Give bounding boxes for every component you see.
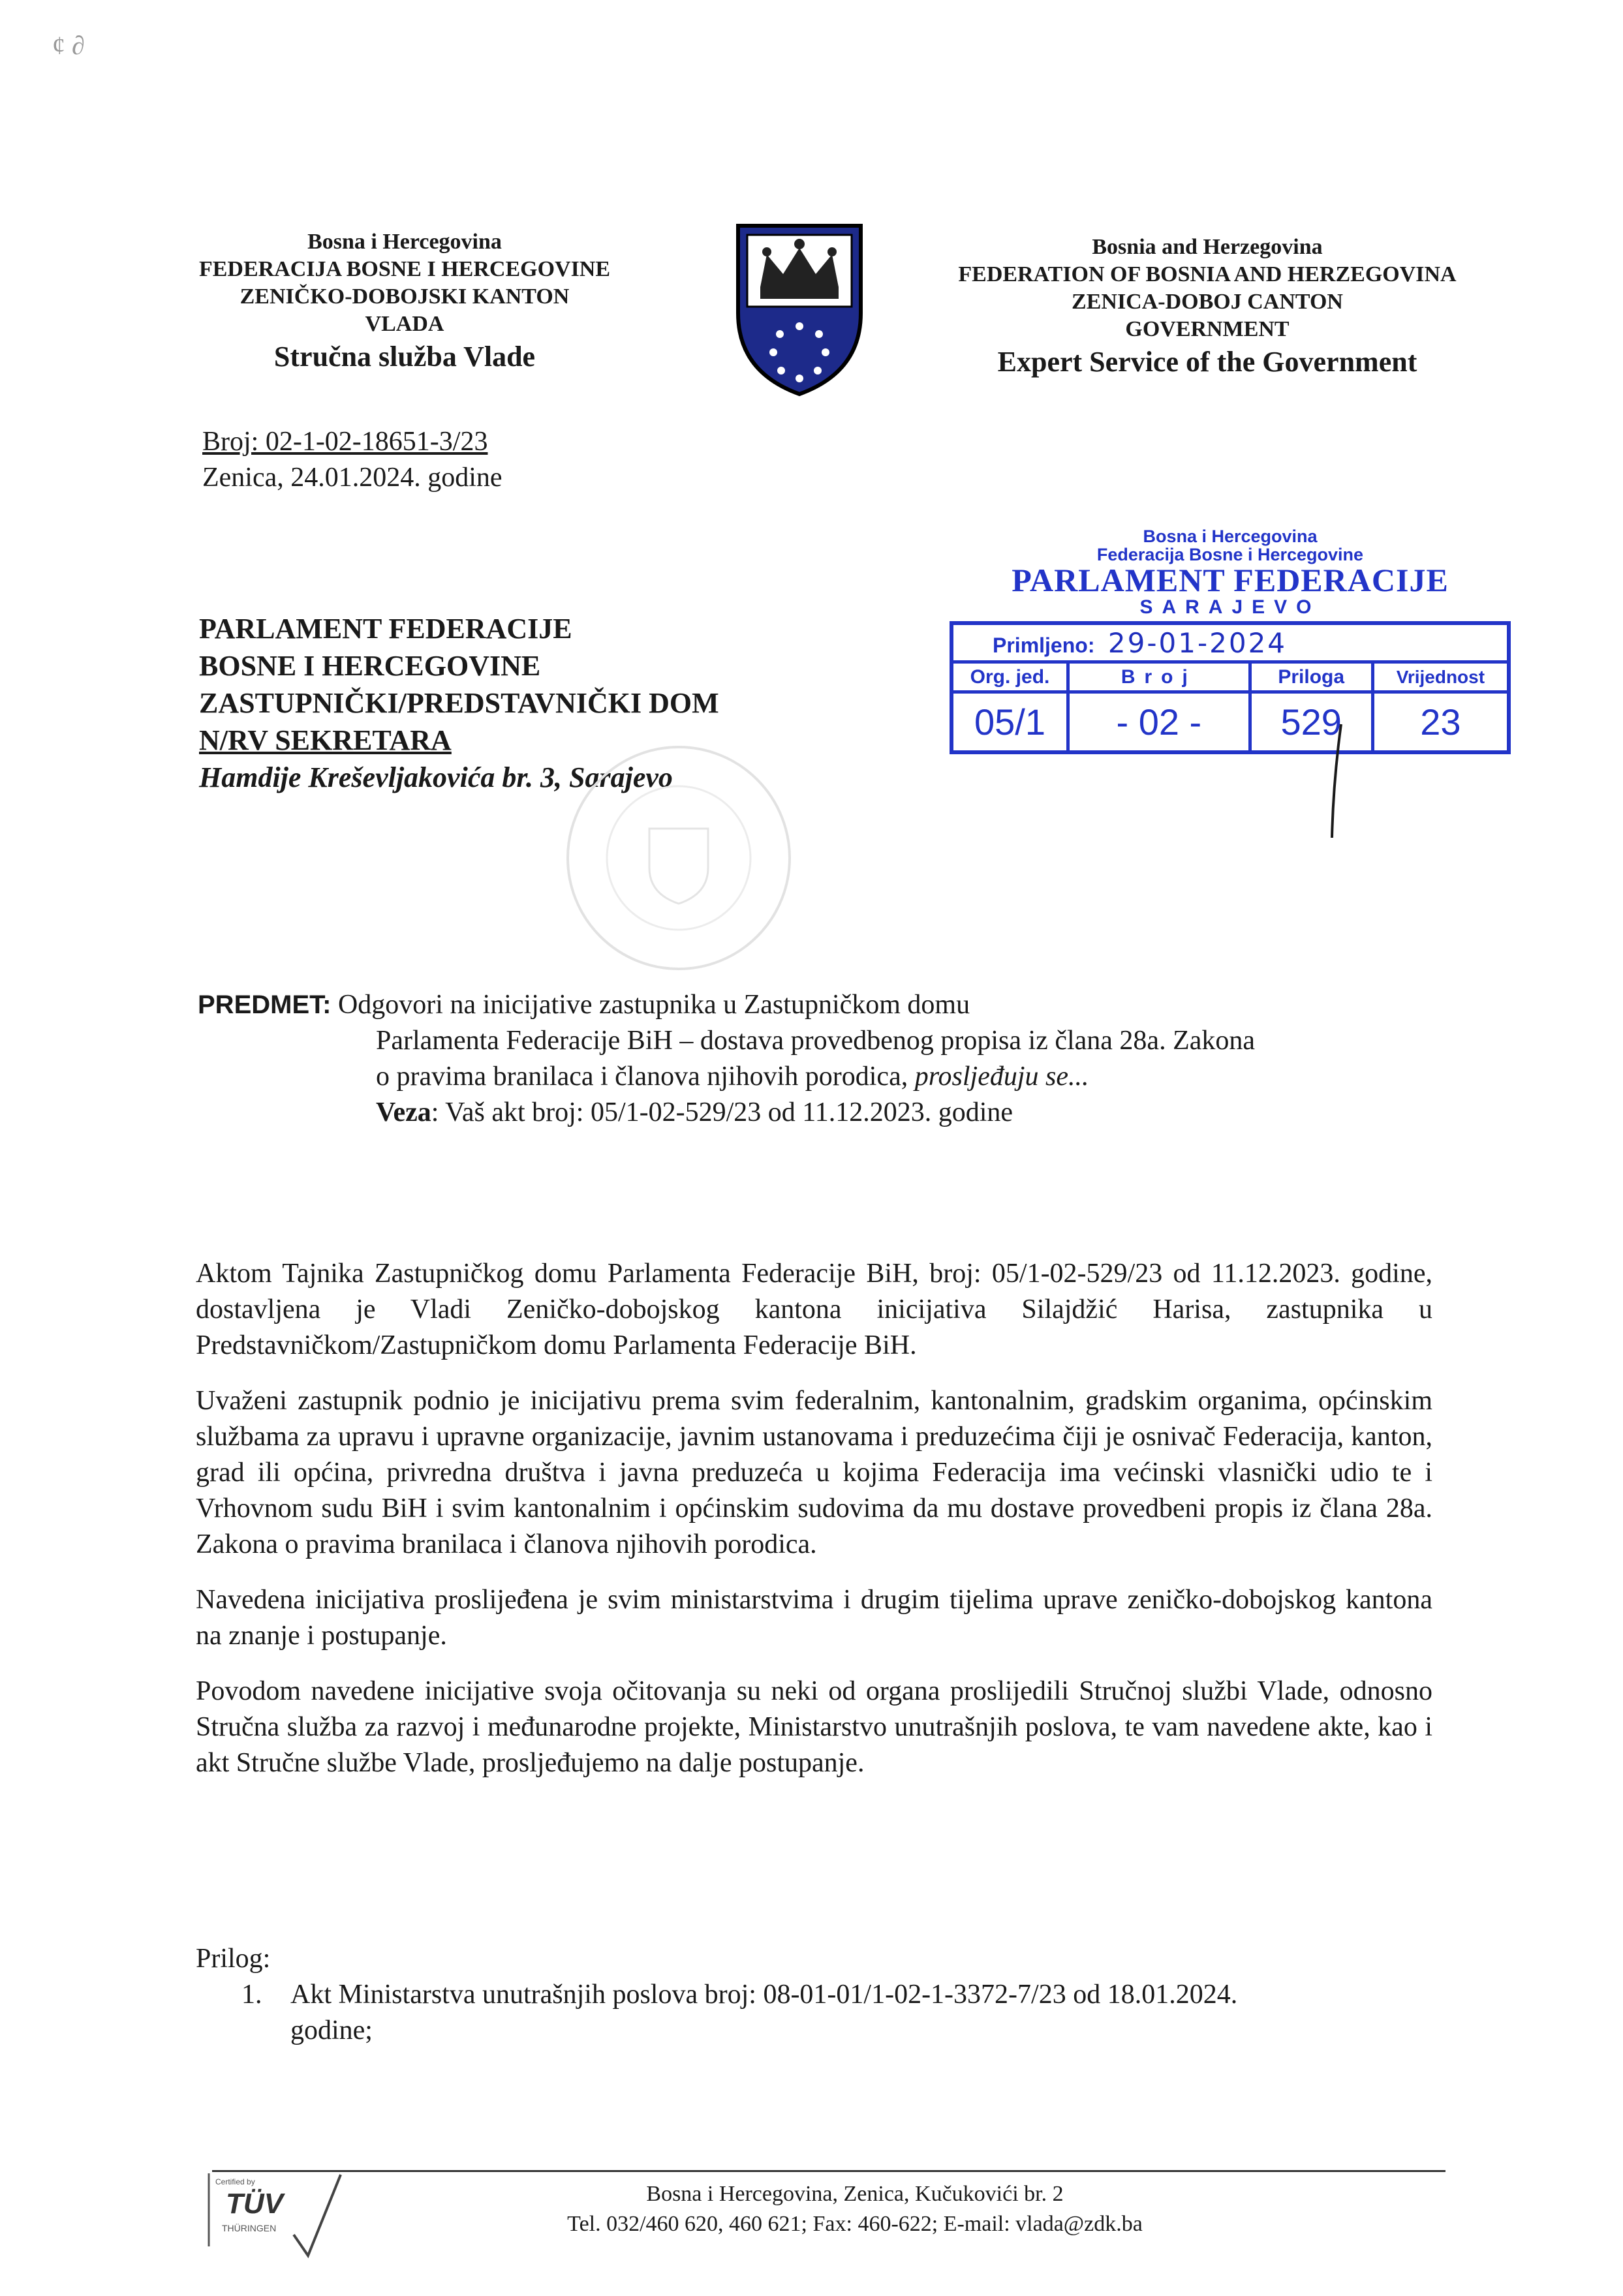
stamp-val-org: 05/1 xyxy=(951,692,1068,752)
tuv-cert-top: Certified by xyxy=(215,2177,255,2186)
attachment-line2: godine; xyxy=(290,2015,373,2045)
stamp-line4: SARAJEVO xyxy=(1139,596,1321,618)
stamp-col-org: Org. jed. xyxy=(951,662,1068,692)
margin-marks-text: ¢ ∂ xyxy=(52,31,85,60)
footer-contact: Tel. 032/460 620, 460 621; Fax: 460-622; E-mail: vlada@zdk.ba xyxy=(567,2212,1143,2236)
subject-line1: Odgovori na inicijative zastupnika u Zastupničkom domu xyxy=(337,990,970,1020)
coat-of-arms-icon xyxy=(734,222,865,398)
stamp-col-priloga: Priloga xyxy=(1250,662,1372,692)
stamp-col-vrijednost: Vrijednost xyxy=(1372,662,1509,692)
stamp-line3: PARLAMENT FEDERACIJE xyxy=(1012,562,1449,598)
footer-rule xyxy=(212,2170,1445,2172)
reference-number: Broj: 02-1-02-18651-3/23 xyxy=(202,427,488,457)
subject-line3: o pravima branilaca i članova njihovih porodica, xyxy=(376,1062,915,1092)
recipient-line1: PARLAMENT FEDERACIJE xyxy=(199,613,572,645)
stamp-line1: Bosna i Hercegovina xyxy=(1143,527,1318,546)
attachment-line1: Akt Ministarstva unutrašnjih poslova broj: 08-01-01/1-02-1-3372-7/23 od 18.01.2024. xyxy=(290,1980,1238,2010)
recipient-address: Hamdije Kreševljakovića br. 3, Sarajevo xyxy=(199,761,673,793)
footer-address: Bosna i Hercegovina, Zenica, Kučukovići br. 2 xyxy=(646,2182,1064,2206)
veza-label: Veza xyxy=(376,1097,431,1127)
reference-block xyxy=(202,424,724,496)
footer-text xyxy=(365,2179,1344,2239)
header-left xyxy=(150,228,659,376)
recipient-line2: BOSNE I HERCEGOVINE xyxy=(199,650,541,682)
recipient-line4: N/RV SEKRETARA xyxy=(199,724,452,756)
header-left-canton: ZENIČKO-DOBOJSKI KANTON xyxy=(240,284,570,309)
attachments-block xyxy=(196,1941,1436,2049)
stamp-val-priloga: 529 xyxy=(1250,692,1372,752)
header-right-body: GOVERNMENT xyxy=(1125,317,1290,341)
tuv-name: TÜV xyxy=(226,2188,283,2220)
body-paragraph-2: Uvaženi zastupnik podnio je inicijativu prema svim federalnim, kantonalnim, gradskim organima, općinskim službama za upravu i upravne organizacije, javnim ustanovama i preduzećima čiji je osnivač Federacija, kanton, grad ili općina, privredna društva i javna preduzeća u kojima Federacija ima većinski vlasnički udio te i Vrhovnom sudu BiH i svim kantonalnim i općinskim sudovima da mu dostave provedbeni propis iz člana 28a. Zakona o pravima branilaca i članova njihovih porodica. xyxy=(196,1386,1432,1559)
header-left-service: Stručna služba Vlade xyxy=(273,341,536,373)
stamp-table xyxy=(950,621,1511,754)
stamp-val-broj: - 02 - xyxy=(1068,692,1250,752)
subject-line2: Parlamenta Federacije BiH – dostava provedbenog propisa iz člana 28a. Zakona xyxy=(376,1026,1256,1056)
veza-text: : Vaš akt broj: 05/1-02-529/23 od 11.12.2023. godine xyxy=(431,1097,1013,1127)
header-right-country: Bosnia and Herzegovina xyxy=(1092,235,1323,259)
margin-marks xyxy=(52,26,124,65)
header-right-federation: FEDERATION OF BOSNIA AND HERZEGOVINA xyxy=(958,262,1457,286)
tuv-sub: THÜRINGEN xyxy=(222,2223,277,2233)
attachment-item xyxy=(196,1977,1436,2049)
stamp-line2: Federacija Bosne i Hercegovine xyxy=(1096,545,1364,564)
subject-block xyxy=(198,987,1438,1131)
attachments-label: Prilog: xyxy=(196,1944,271,1974)
seal-watermark xyxy=(496,737,861,979)
stamp-col-broj: Broj xyxy=(1068,662,1250,692)
subject-label: PREDMET: xyxy=(198,990,332,1019)
header-left-country: Bosna i Hercegovina xyxy=(307,230,502,254)
subject-line3-italic: prosljeđuju se... xyxy=(914,1062,1089,1092)
body-paragraph-3: Navedena inicijativa proslijeđena je svim ministarstvima i drugim tijelima uprave zeničko-dobojskog kantona na znanje i postupanje. xyxy=(196,1585,1432,1651)
stamp-received-date: 29-01-2024 xyxy=(1107,626,1288,659)
recipient-line3: ZASTUPNIČKI/PREDSTAVNIČKI DOM xyxy=(199,687,719,719)
stamp-pen-stroke xyxy=(1315,723,1354,840)
attachment-number: 1. xyxy=(241,1980,262,2010)
body-paragraph-1: Aktom Tajnika Zastupničkog domu Parlamenta Federacije BiH, broj: 05/1-02-529/23 od 11.12.2023. godine, dostavljena je Vladi Zeničko-dobojskog kantona inicijativa Silajdžić Harisa, zastupnika u Predstavničkom/Zastupničkom domu Parlamenta Federacije BiH. xyxy=(196,1259,1432,1360)
header-left-federation: FEDERACIJA BOSNE I HERCEGOVINE xyxy=(198,257,611,281)
header-right xyxy=(894,234,1521,381)
reference-place-date: Zenica, 24.01.2024. godine xyxy=(202,463,502,493)
header-right-service: Expert Service of the Government xyxy=(997,346,1417,378)
receipt-stamp xyxy=(950,527,1511,754)
stamp-val-vrijednost: 23 xyxy=(1372,692,1509,752)
stamp-received-label: Primljeno: xyxy=(993,633,1095,657)
tuv-logo xyxy=(196,2169,346,2261)
header-left-body: VLADA xyxy=(365,312,444,336)
header-right-canton: ZENICA-DOBOJ CANTON xyxy=(1072,290,1343,314)
body-paragraph-4: Povodom navedene inicijative svoja očitovanja su neki od organa proslijedili Stručnoj službi Vlade, odnosno Stručna služba za razvoj i međunarodne projekte, Ministarstvo unutrašnjih poslova, te vam navedene akte, kao i akt Stručne službe Vlade, prosljeđujemo na dalje postupanje. xyxy=(196,1676,1432,1778)
letter-body xyxy=(196,1256,1432,1801)
